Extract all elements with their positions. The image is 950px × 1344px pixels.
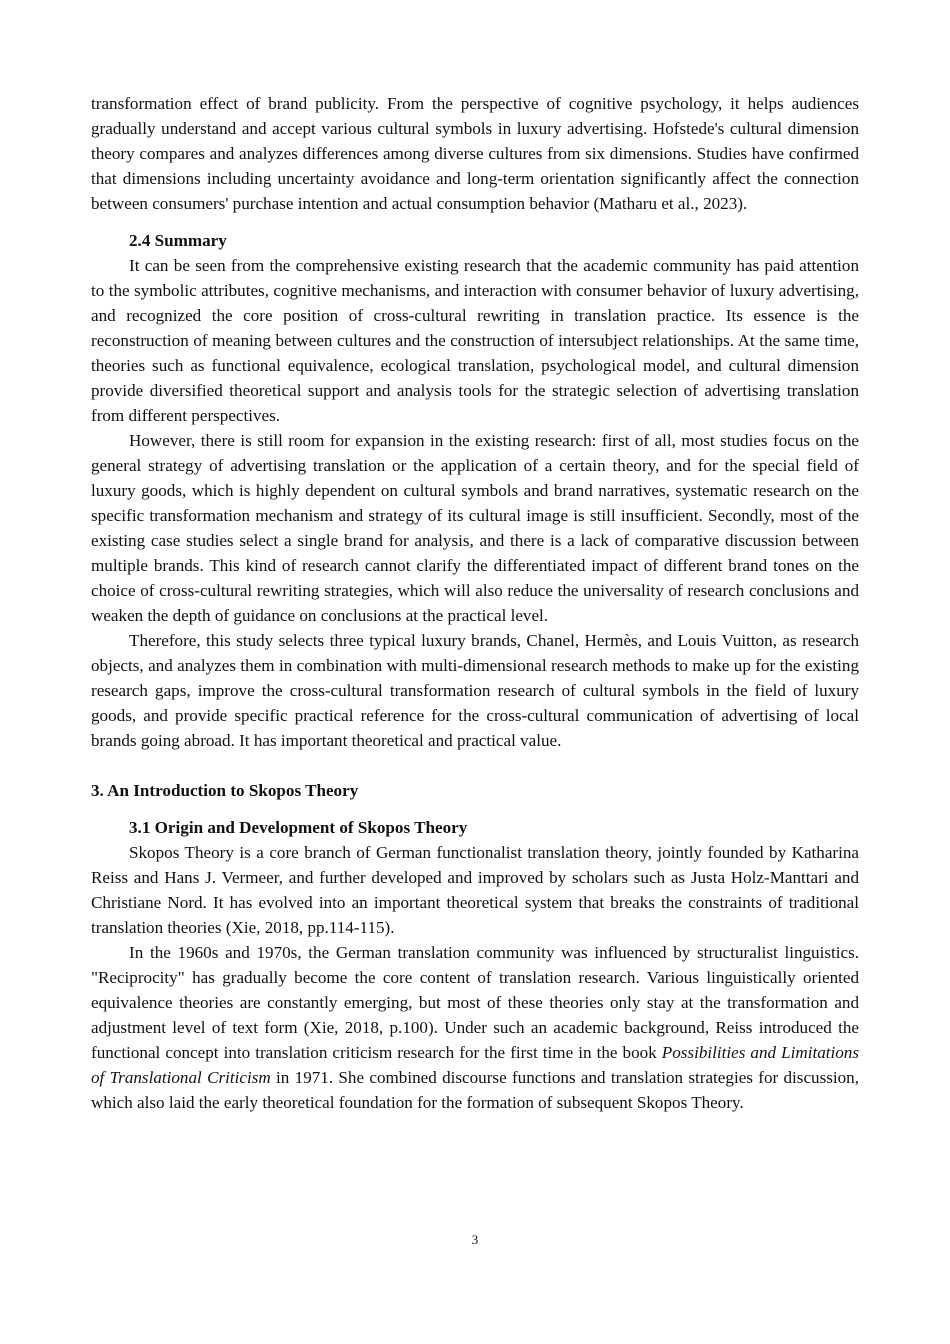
paragraph-continuation: transformation effect of brand publicity. From the perspective of cognitive psychology, it helps audiences gradually understand and accept various cultural symbols in luxury advertising. Hofstede's cultural dimension theory compares and analyzes differences among diverse cultures from six dimensions. Studies have confirmed that dimensions including uncertainty avoidance and long-term orientation significantly affect the connection between consumers' purchase intention and actual consumption behavior (Matharu et al., 2023). [91,94,859,213]
book-title: Possibilities and Limitations of Translational Criticism [91,1043,859,1087]
paragraph-summary-1: It can be seen from the comprehensive existing research that the academic community has paid attention to the symbolic attributes, cognitive mechanisms, and interaction with consumer behavior of luxury advertising, and recognized the core position of cross-cultural rewriting in translation practice. Its essence is the reconstruction of meaning between cultures and the construction of intersubject relationships. At the same time, theories such as functional equivalence, ecological translation, psychological model, and cultural dimension provide diversified theoretical support and analysis tools for the strategic selection of advertising translation from different perspectives. [91,256,859,425]
paragraph-skopos-2 [91,940,859,1115]
page-body [91,91,859,1115]
paragraph-summary-2: However, there is still room for expansion in the existing research: first of all, most studies focus on the general strategy of advertising translation or the application of a certain theory, and for the special field of luxury goods, which is highly dependent on cultural symbols and brand narratives, systematic research on the specific transformation mechanism and strategy of its cultural image is still insufficient. Secondly, most of the existing case studies select a single brand for analysis, and there is a lack of comparative discussion between multiple brands. This kind of research cannot clarify the differentiated impact of different brand tones on the choice of cross-cultural rewriting strategies, which will also reduce the universality of research conclusions and weaken the depth of guidance on conclusions at the practical level. [91,431,859,625]
section-heading-3-1: 3.1 Origin and Development of Skopos Theory [129,818,468,837]
page-number: 3 [471,1232,479,1247]
paragraph-skopos-2-part-b: in 1971. She combined discourse functions and translation strategies for discussion, which also laid the early theoretical foundation for the formation of subsequent Skopos Theory. [91,1068,859,1112]
paragraph-skopos-2-part-a: In the 1960s and 1970s, the German translation community was influenced by structuralist linguistics. "Reciprocity" has gradually become the core content of translation research. Various linguistically oriented equivalence theories are constantly emerging, but most of these theories only stay at the transformation and adjustment level of text form (Xie, 2018, p.100). Under such an academic background, Reiss introduced the functional concept into translation criticism research for the first time in the book [91,943,859,1062]
section-heading-3: 3. An Introduction to Skopos Theory [91,781,359,800]
paragraph-summary-3: Therefore, this study selects three typical luxury brands, Chanel, Hermès, and Louis Vuitton, as research objects, and analyzes them in combination with multi-dimensional research methods to make up for the existing research gaps, improve the cross-cultural transformation research of cultural symbols in the field of luxury goods, and provide specific practical reference for the cross-cultural communication of advertising of local brands going abroad. It has important theoretical and practical value. [91,631,859,750]
section-heading-2-4: 2.4 Summary [129,231,227,250]
paragraph-skopos-1: Skopos Theory is a core branch of German functionalist translation theory, jointly founded by Katharina Reiss and Hans J. Vermeer, and further developed and improved by scholars such as Justa Holz-Manttari and Christiane Nord. It has evolved into an important theoretical system that breaks the constraints of traditional translation theories (Xie, 2018, pp.114-115). [91,843,859,937]
